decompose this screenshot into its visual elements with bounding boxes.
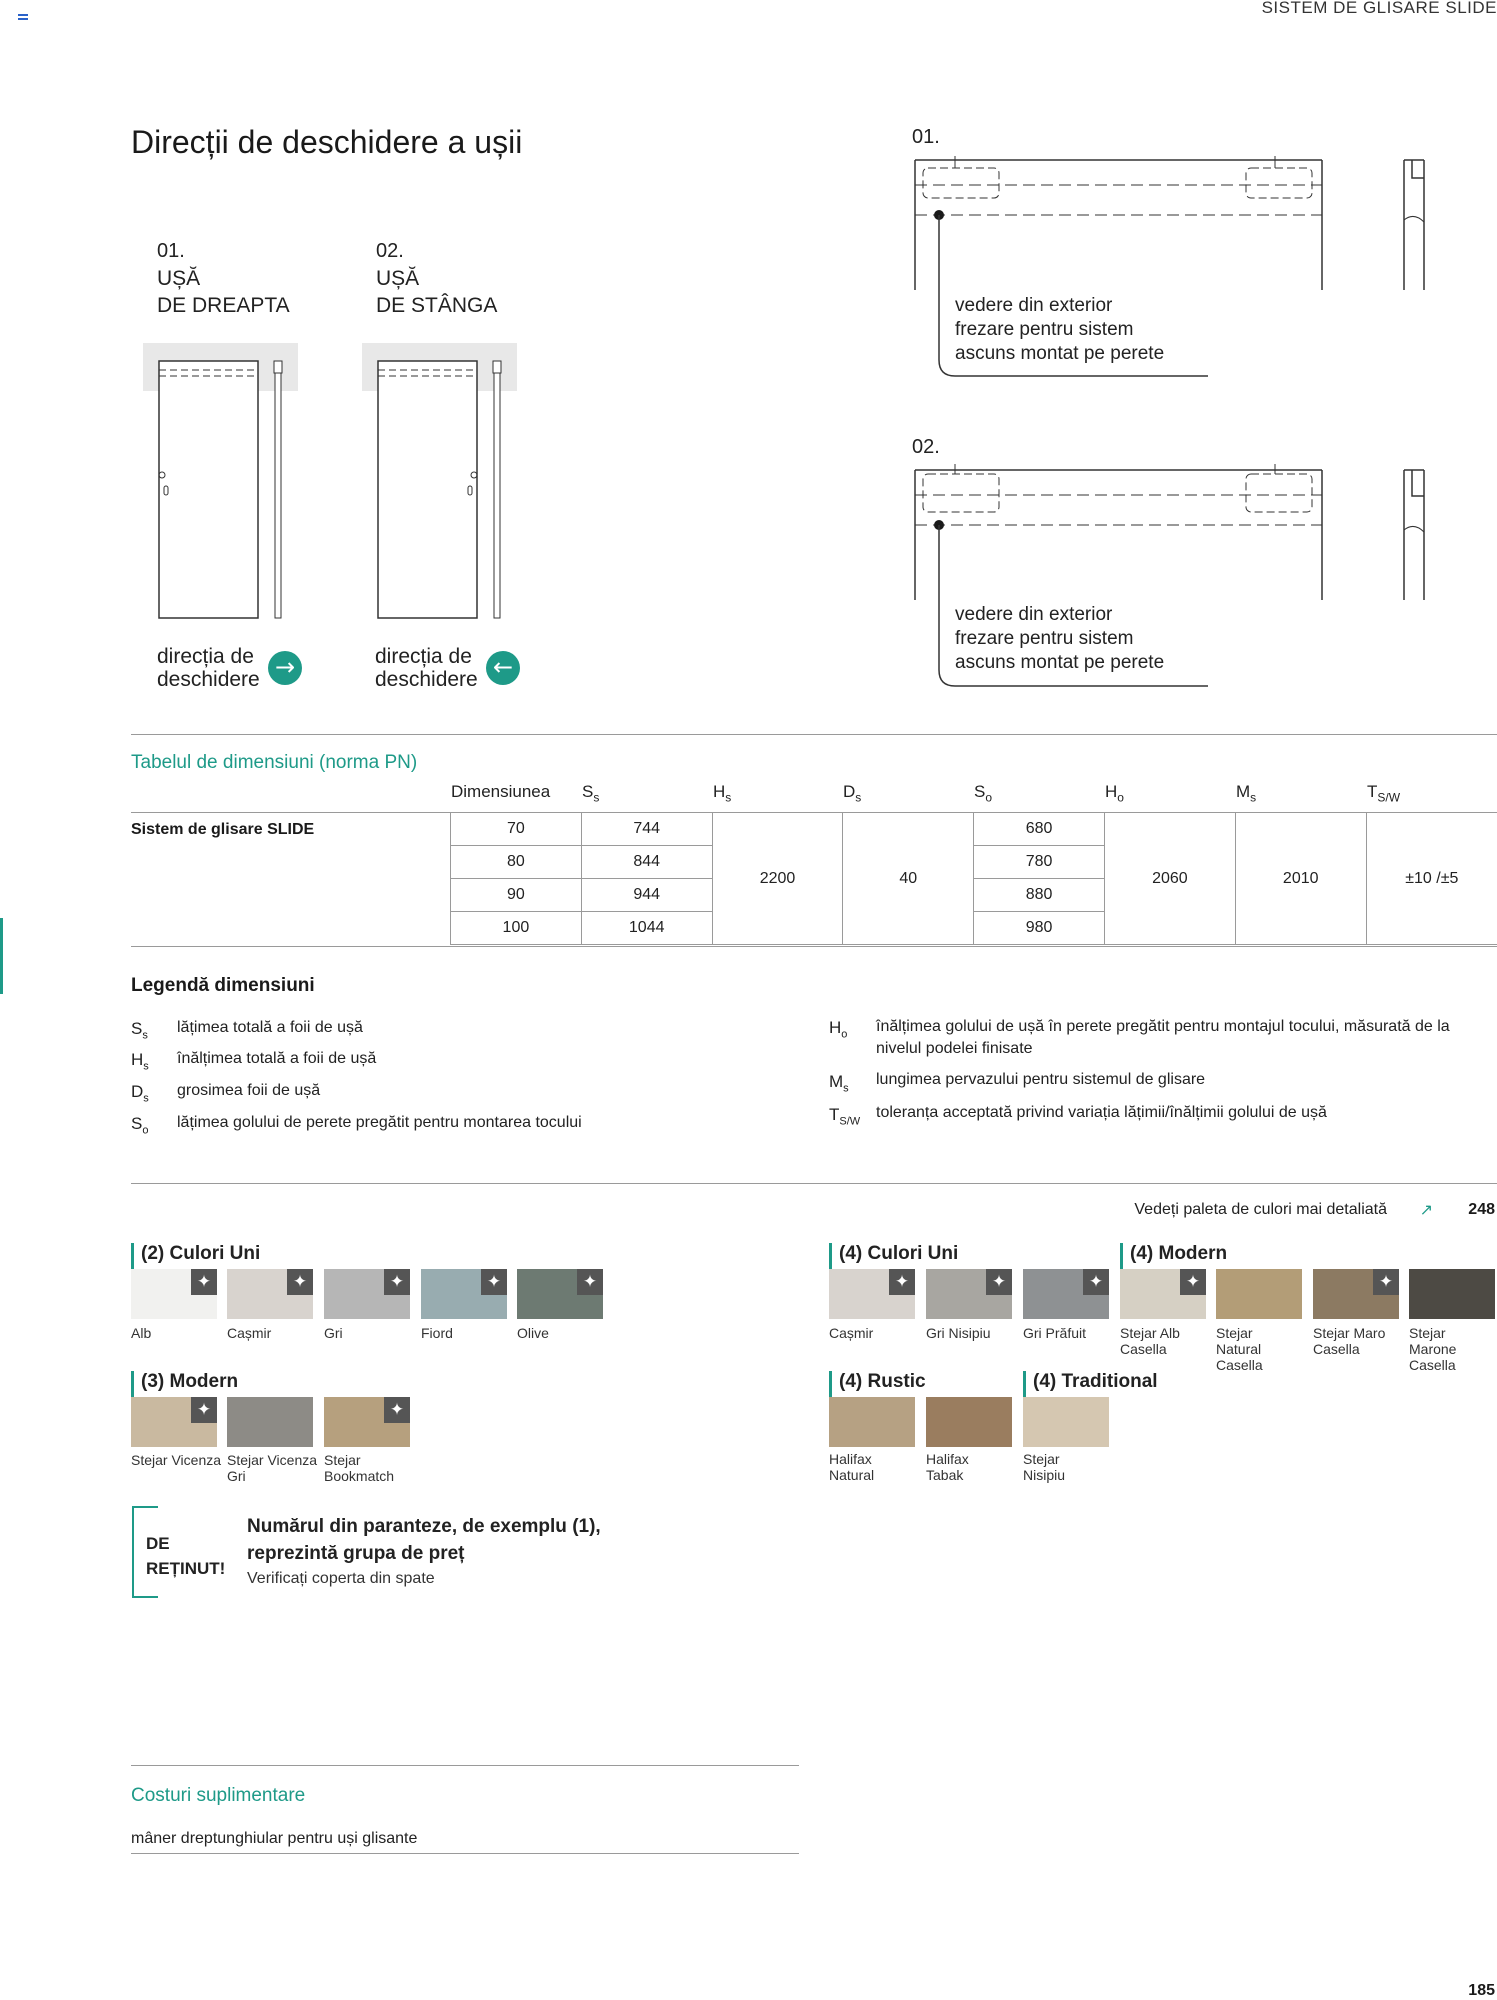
legend-text-ho	[876, 1016, 1496, 1060]
group-title: (4) Culori Uni	[839, 1243, 959, 1264]
table-header-dimension: Dimensiunea	[451, 782, 551, 801]
table-header-ms	[1236, 782, 1256, 804]
swatch-label: Olive	[517, 1325, 549, 1341]
header-ss-main: S	[582, 782, 594, 801]
star-icon: ✦	[986, 1269, 1012, 1295]
swatch-casmir[interactable]	[227, 1269, 313, 1319]
door-left-dir1: direcția de	[375, 645, 472, 668]
swatch-label: Cașmir	[829, 1325, 874, 1341]
star-icon: ✦	[481, 1269, 507, 1295]
cell-so: 680	[974, 813, 1105, 846]
cell-ss: 744	[581, 813, 712, 846]
legend-sym-ss	[131, 1019, 148, 1041]
diagram-1-l2: frezare pentru sistem	[955, 319, 1134, 340]
sym-sub: s	[142, 1029, 148, 1042]
cell-dim: 100	[451, 912, 582, 945]
table-header-so	[974, 782, 992, 804]
swatch-label: Stejar Bookmatch	[324, 1452, 395, 1484]
star-icon: ✦	[191, 1397, 217, 1423]
swatch-fiord[interactable]	[421, 1269, 507, 1319]
header-ho-main: H	[1105, 782, 1118, 801]
door-left-direction	[375, 645, 478, 691]
remember-label-2: REȚINUT!	[146, 1559, 226, 1578]
sym-sub: o	[142, 1124, 149, 1137]
divider	[131, 1765, 799, 1766]
sym-sub: o	[841, 1028, 848, 1041]
swatch-label: Gri	[324, 1325, 343, 1341]
sym-main: S	[131, 1114, 143, 1133]
door-left-num: 02.	[376, 240, 404, 262]
diagram-1-l3: ascuns montat pe perete	[955, 343, 1165, 364]
swatch-halifax-natural[interactable]	[829, 1397, 915, 1447]
table-row-label: Sistem de glisare SLIDE	[131, 821, 315, 838]
external-link-icon[interactable]: ↗	[1419, 1200, 1433, 1219]
divider	[131, 734, 1497, 735]
page-number: 185	[1468, 1982, 1495, 1999]
legend-sym-hs	[131, 1050, 149, 1072]
palette-page-ref[interactable]: 248	[1468, 1201, 1495, 1218]
cell-so: 880	[974, 879, 1105, 912]
legend-title: Legendă dimensiuni	[131, 975, 315, 996]
legend-text-ss: lățimea totală a foii de ușă	[177, 1019, 363, 1036]
star-icon: ✦	[1373, 1269, 1399, 1295]
costs-title: Costuri suplimentare	[131, 1785, 306, 1806]
door-right-line2: DE DREAPTA	[157, 294, 290, 317]
header-hs-main: H	[713, 782, 726, 801]
swatch-label: Stejar Nisipiu	[1023, 1451, 1066, 1483]
swatch-label: Halifax Tabak	[926, 1451, 969, 1483]
swatch-label: Stejar Alb Casella	[1120, 1325, 1180, 1357]
swatch-label: Fiord	[421, 1325, 453, 1341]
legend-sym-tsw	[829, 1105, 860, 1127]
menu-icon[interactable]	[18, 14, 28, 20]
door-right-direction	[157, 645, 260, 691]
arrow-right-icon: →	[268, 651, 302, 685]
cell-ms: 2010	[1235, 813, 1366, 945]
header-hs-sub: s	[725, 790, 732, 805]
remember-title-1: Numărul din paranteze, de exemplu (1),	[247, 1516, 601, 1537]
swatch-label: Halifax Natural	[829, 1451, 875, 1483]
cell-hs: 2200	[712, 813, 843, 945]
cell-ss: 944	[581, 879, 712, 912]
diagram-2-l2: frezare pentru sistem	[955, 628, 1134, 649]
star-icon: ✦	[1083, 1269, 1109, 1295]
side-marker	[0, 918, 3, 994]
swatch-label: Cașmir	[227, 1325, 272, 1341]
door-left-heading	[376, 238, 497, 319]
star-icon: ✦	[577, 1269, 603, 1295]
arrow-left-icon: ←	[486, 651, 520, 685]
swatch-label: Stejar Maro Casella	[1313, 1325, 1386, 1357]
swatch-label: Stejar Vicenza	[131, 1452, 222, 1468]
header-ds-sub: s	[855, 790, 862, 805]
cell-ho: 2060	[1105, 813, 1236, 945]
door-left-line1: UȘĂ	[376, 267, 420, 290]
door-left-drawing	[362, 343, 517, 621]
divider	[131, 1183, 1497, 1184]
group-title: (4) Rustic	[839, 1371, 926, 1392]
sym-main: M	[829, 1072, 844, 1091]
sym-main: H	[131, 1050, 144, 1069]
swatch-stejar-bookmatch[interactable]	[324, 1397, 410, 1447]
page-title: Direcții de deschidere a ușii	[131, 124, 523, 160]
palette-link[interactable]: Vedeți paleta de culori mai detaliată	[1134, 1201, 1387, 1218]
legend-text-hs: înălțimea totală a foii de ușă	[177, 1050, 377, 1067]
legend-text-ds: grosimea foii de ușă	[177, 1082, 321, 1099]
table-header-hs	[713, 782, 731, 804]
cell-ss: 844	[581, 846, 712, 879]
diagram-1-l1: vedere din exterior	[955, 295, 1113, 316]
remember-label-1: DE	[146, 1534, 170, 1553]
group-title: (2) Culori Uni	[141, 1243, 261, 1264]
legend-text-tsw: toleranța acceptată privind variația lățimii/înălțimii golului de ușă	[876, 1104, 1327, 1121]
sym-main: T	[829, 1105, 840, 1124]
legend-sym-ds	[131, 1082, 149, 1104]
cell-dim: 80	[451, 846, 582, 879]
star-icon: ✦	[191, 1269, 217, 1295]
header-ms-main: M	[1236, 782, 1251, 801]
swatch-gri-prafuit[interactable]	[1023, 1269, 1109, 1319]
header-ds-main: D	[843, 782, 856, 801]
cell-ds: 40	[843, 813, 974, 945]
swatch-alb[interactable]	[131, 1269, 217, 1319]
sym-main: S	[131, 1019, 143, 1038]
legend-sym-ho	[829, 1018, 847, 1040]
header-so-main: S	[974, 782, 986, 801]
remember-label	[146, 1531, 225, 1581]
costs-item: mâner dreptunghiular pentru uși glisante	[131, 1830, 418, 1847]
door-right-heading	[157, 238, 290, 319]
door-right-dir1: direcția de	[157, 645, 254, 668]
cell-tsw: ±10 /±5	[1366, 813, 1497, 945]
swatch-stejar-marone-casella[interactable]	[1409, 1269, 1495, 1319]
header-ss-sub: s	[593, 790, 600, 805]
remember-subtitle: Verificați coperta din spate	[247, 1570, 435, 1587]
legend-text-ms: lungimea pervazului pentru sistemul de glisare	[876, 1071, 1206, 1088]
door-right-dir2: deschidere	[157, 668, 260, 691]
door-right-line1: UȘĂ	[157, 267, 201, 290]
sym-sub: s	[143, 1092, 149, 1105]
swatch-label: Stejar Natural Casella	[1216, 1325, 1263, 1373]
table-title: Tabelul de dimensiuni (norma PN)	[131, 752, 418, 773]
swatch-casmir-4[interactable]	[829, 1269, 915, 1319]
swatch-stejar-nisipiu[interactable]	[1023, 1397, 1109, 1447]
star-icon: ✦	[287, 1269, 313, 1295]
swatch-stejar-maro-casella[interactable]	[1313, 1269, 1399, 1319]
sym-sub: S/W	[839, 1115, 861, 1128]
table-header-ds	[843, 782, 861, 804]
header-ms-sub: s	[1250, 790, 1257, 805]
door-right-num: 01.	[157, 240, 185, 262]
diagram-2-l1: vedere din exterior	[955, 604, 1113, 625]
cell-so: 780	[974, 846, 1105, 879]
sym-main: H	[829, 1018, 842, 1037]
legend-text-ho-2: nivelul podelei finisate	[876, 1040, 1033, 1057]
table-bottom-line	[131, 946, 1497, 947]
header-tsw-main: T	[1367, 782, 1378, 801]
legend-sym-ms	[829, 1072, 849, 1094]
diagram-2-label: 02.	[912, 436, 940, 458]
legend-text-so: lățimea golului de perete pregătit pentru montarea tocului	[177, 1114, 582, 1131]
swatch-gri-nisipiu[interactable]	[926, 1269, 1012, 1319]
door-left-dir2: deschidere	[375, 668, 478, 691]
swatch-label: Stejar Vicenza Gri	[227, 1452, 318, 1484]
section-label: SISTEM DE GLISARE SLIDE	[1261, 0, 1497, 17]
swatch-label: Stejar Marone Casella	[1409, 1325, 1457, 1373]
group-title: (4) Modern	[1130, 1243, 1228, 1264]
divider	[131, 1853, 799, 1854]
cell-so: 980	[974, 912, 1105, 945]
swatch-stejar-vicenza[interactable]	[131, 1397, 217, 1447]
swatch-olive[interactable]	[517, 1269, 603, 1319]
dimensions-table	[450, 812, 1497, 945]
swatch-label: Alb	[131, 1325, 152, 1341]
legend-text-ho-1: înălțimea golului de ușă în perete pregătit pentru montajul tocului, măsurată de la	[876, 1018, 1450, 1035]
sym-main: D	[131, 1082, 144, 1101]
sym-sub: s	[143, 1060, 149, 1073]
swatch-stejar-natural-casella[interactable]	[1216, 1269, 1302, 1319]
header-so-sub: o	[985, 790, 993, 805]
star-icon: ✦	[384, 1397, 410, 1423]
star-icon: ✦	[384, 1269, 410, 1295]
diagram-2-l3: ascuns montat pe perete	[955, 652, 1165, 673]
header-tsw-sub: S/W	[1377, 790, 1401, 805]
header-ho-sub: o	[1117, 790, 1124, 805]
table-row	[451, 813, 1497, 846]
cell-ss: 1044	[581, 912, 712, 945]
swatch-stejar-vicenza-gri[interactable]	[227, 1397, 313, 1447]
remember-title-2: reprezintă grupa de preț	[247, 1543, 465, 1564]
cell-dim: 90	[451, 879, 582, 912]
door-right-drawing	[143, 343, 298, 621]
legend-sym-so	[131, 1114, 148, 1136]
swatch-label: Gri Nisipiu	[926, 1325, 991, 1341]
diagram-2-caption	[955, 603, 1164, 675]
swatch-gri[interactable]	[324, 1269, 410, 1319]
table-header-tsw	[1367, 782, 1400, 804]
sym-sub: s	[843, 1082, 849, 1095]
remember-title	[247, 1513, 601, 1567]
group-title: (3) Modern	[141, 1371, 239, 1392]
swatch-label: Gri Prăfuit	[1023, 1325, 1087, 1341]
group-title: (4) Traditional	[1033, 1371, 1158, 1392]
table-header-ho	[1105, 782, 1124, 804]
diagram-1-label: 01.	[912, 126, 940, 148]
swatch-halifax-tabak[interactable]	[926, 1397, 1012, 1447]
swatch-stejar-alb-casella[interactable]	[1120, 1269, 1206, 1319]
diagram-1-caption	[955, 294, 1164, 366]
star-icon: ✦	[889, 1269, 915, 1295]
cell-dim: 70	[451, 813, 582, 846]
star-icon: ✦	[1180, 1269, 1206, 1295]
door-left-line2: DE STÂNGA	[376, 294, 498, 317]
table-header-ss	[582, 782, 599, 804]
